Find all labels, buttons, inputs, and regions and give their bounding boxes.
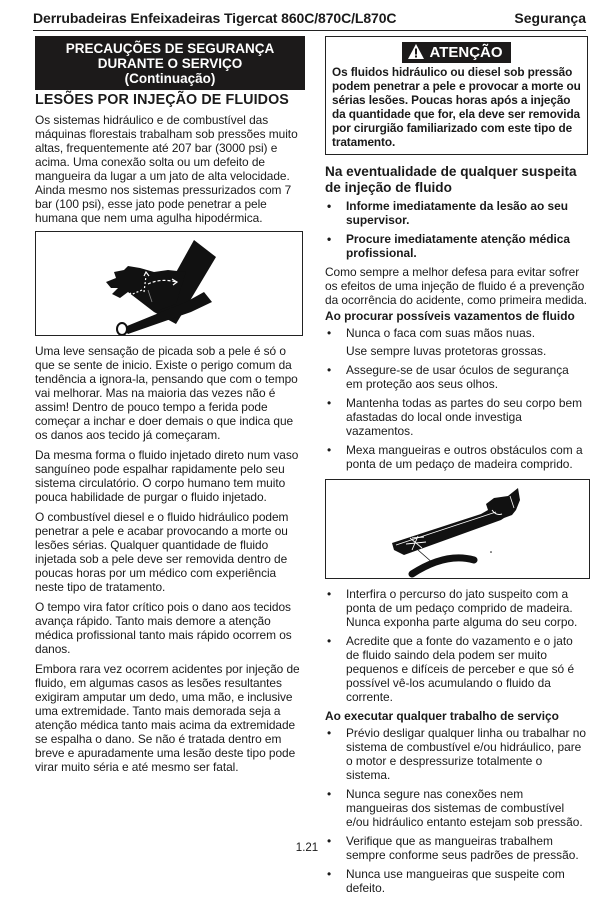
prevention-paragraph: Como sempre a melhor defesa para evitar sofrer os efeitos de uma injeção de fluido é a prevenção da ocorrência do acidente, como primeira medida. [325,265,587,307]
bullet-icon: • [327,232,332,246]
list-item: • Prévio desligar qualquer linha ou trabalhar no sistema de combustível e/ou hidráulico, pare o motor e despressurize totalmente o sistema. [327,726,586,782]
bullet-icon: • [327,634,332,648]
list-item: • Mexa mangueiras e outros obstáculos com a ponta de um pedaço de madeira comprido. [327,443,583,471]
paragraph-3: O combustível diesel e o fluido hidráulico podem penetrar a pele e acabar provocando a morte ou lesões sérias. Qualquer quantidade de fluido injetada sob a pele deve ser removida dentro de poucas horas por um médico com experiência neste tipo de tratamento. [35,510,289,594]
paragraph-5: Embora rara vez ocorrem acidentes por injeção de fluido, em algumas casos as lesões resultantes exigiram amputar um dedo, uma mão, e inclusive uma extremidade. Tanto mais demorada seja a atenção médica tanto mais acima da extremidade se espalha o dano. Se não é tratada dentro em breve e apuradamente uma lesão deste tipo pode virar muito séria e até mesmo ser fatal. [35,662,300,774]
list-item: • Informe imediatamente da lesão ao seu supervisor. [327,199,569,227]
intro-paragraph: Os sistemas hidráulico e de combustível das máquinas florestais trabalham sob pressões muito altas, frequentemente até 207 bar (3000 psi) e acima. Uma conexão solta ou um defeito de mangueira da lugar a um jato de alta velocidade. Ainda mesmo nos sistemas pressurizados com 7 bar (100 psi), esse jato pode penetrar a pele humana que nem uma agulha hipodérmica. [35,113,298,225]
bullet-icon: • [327,834,332,848]
banner-line-1: PRECAUÇÕES DE SEGURANÇA [65,41,275,56]
section-heading: LESÕES POR INJEÇÃO DE FLUIDOS [35,92,289,108]
leaks-list [325,326,588,471]
list-item: • Verifique que as mangueiras trabalhem sempre conforme seus padrões de pressão. [327,834,579,862]
page-header [33,8,586,31]
warning-text: Os fluidos hidráulico ou diesel sob pressão podem penetrar a pele e provocar a morte ou sérias lesões. Poucas horas após a injeção da quantidade que for, ela deve ser removida por cirurgião familiarizado com este tipo de tratamento. [332,65,581,149]
warning-label [402,42,510,63]
paragraph-1: Uma leve sensação de picada sob a pele é só o que se sente de inicio. Existe o perigo comum da tendência a ignora-la, pensando que com o tempo vai melhorar. Mas na maioria das vezes não é assim! Dentro de pouco tempo a ferida pode começar a inchar e doer demais o que indica que os danos aos tecido já começaram. [35,344,298,442]
hand-fluid-injection-icon [36,232,302,335]
bullet-icon: • [327,199,332,213]
document-title: Derrubadeiras Enfeixadeiras Tigercat 860C/870C/L870C [33,10,397,26]
bullet-icon: • [327,867,332,881]
list-item: • Interfira o percurso do jato suspeito com a ponta de um pedaço comprido de madeira. Nunca exponha parte alguma do seu corpo. [327,587,578,629]
leaks-heading: Ao procurar possíveis vazamentos de fluido [325,309,575,323]
banner-line-3: (Continuação) [124,71,216,86]
bullet-icon: • [327,587,332,601]
service-list [325,726,588,895]
list-item: • Acredite que a fonte do vazamento e o jato de fluido saindo dela podem ser muito pequenos e difíceis de perceber e que só é possível vê-los acumulando o fluido da corrente. [327,634,575,704]
hand-injection-figure [35,231,303,336]
right-column [325,36,588,900]
bullet-icon: • [327,726,332,740]
list-item: • Nunca use mangueiras que suspeite com defeito. [327,867,565,895]
bullet-icon: • [327,363,332,377]
section-name: Segurança [514,10,586,26]
warning-box [325,36,588,155]
leaks-list-continued [325,587,588,704]
section-banner [35,36,305,90]
bullet-icon: • [327,326,332,340]
suspicion-heading: Na eventualidade de qualquer suspeita de injeção de fluido [325,164,577,195]
banner-line-2: DURANTE O SERVIÇO [97,56,243,71]
bullet-icon: • [327,787,332,801]
bullet-icon: • [327,396,332,410]
page-number: 1.21 [295,842,319,854]
list-item: • Nunca o faca com suas mãos nuas. Use sempre luvas protetoras grossas. [327,326,547,358]
left-column [35,36,305,780]
paragraph-2: Da mesma forma o fluido injetado direto num vaso sanguíneo pode espalhar rapidamente pelo seu sistema circulatório. O corpo humano tem muito pouca habilidade de purgar o fluido injetado. [35,448,299,504]
list-item: • Mantenha todas as partes do seu corpo bem afastadas do local onde investiga vazamentos. [327,396,582,438]
suspicion-list [325,199,588,260]
warning-label-text: ATENÇÃO [429,44,503,61]
wood-stick-hose-leak-icon [326,480,589,578]
list-item: • Nunca segure nas conexões nem mangueiras dos sistemas de combustível e/ou hidráulico entanto estejam sob pressão. [327,787,583,829]
paragraph-4: O tempo vira fator crítico pois o dano aos tecidos avança rápido. Tanto mais demore a atenção médica profissional tanto mais rápido ocorrem os danos. [35,600,292,656]
wood-stick-figure [325,479,590,579]
bullet-icon: • [327,443,332,457]
service-heading: Ao executar qualquer trabalho de serviço [325,709,559,723]
warning-triangle-icon [408,44,424,59]
list-item: • Assegure-se de usar óculos de segurança em proteção aos seus olhos. [327,363,569,391]
list-item: • Procure imediatamente atenção médica profissional. [327,232,571,260]
